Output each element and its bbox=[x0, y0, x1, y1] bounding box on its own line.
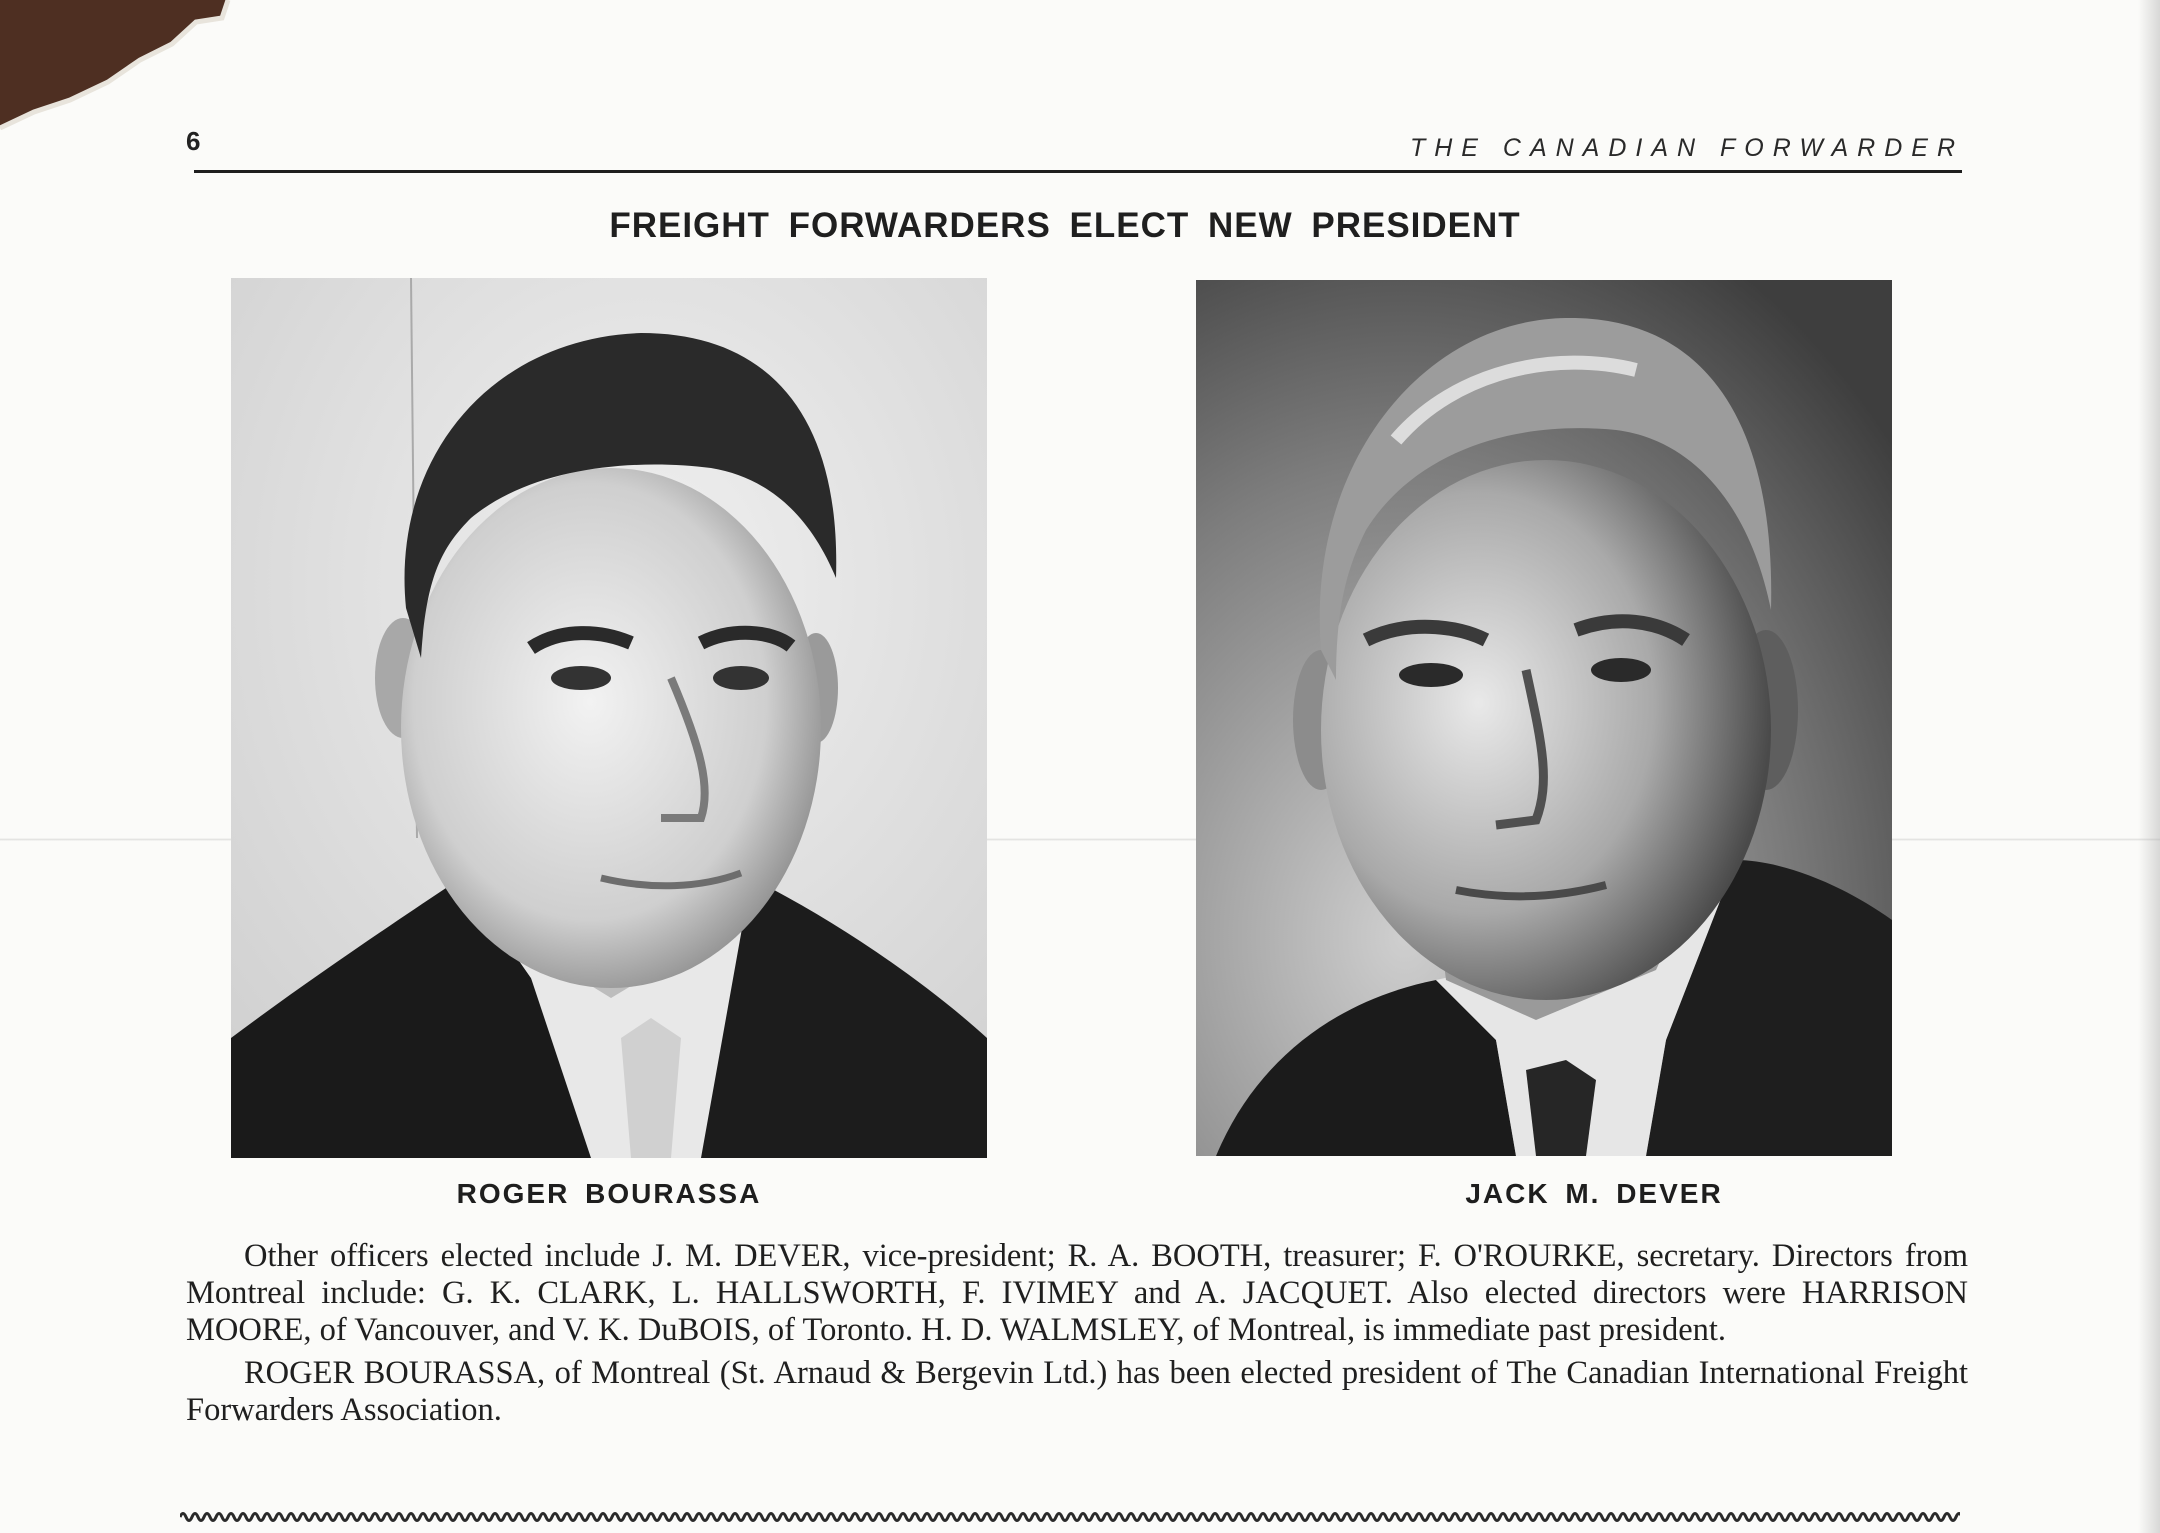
page-edge-shadow bbox=[2138, 0, 2160, 1533]
header-rule bbox=[194, 170, 1962, 173]
torn-corner bbox=[0, 0, 240, 130]
article-paragraph: ROGER BOURASSA, of Montreal (St. Arnaud & Bergevin Ltd.) has been elected president of The Canadian International Freight Forwarders Association. bbox=[186, 1355, 1968, 1428]
article-body bbox=[186, 1238, 1968, 1435]
running-head: THE CANADIAN FORWARDER bbox=[1409, 134, 1964, 162]
page-number: 6 bbox=[186, 126, 201, 156]
photo-caption-right: JACK M. DEVER bbox=[1465, 1178, 1723, 1209]
portrait-photo-jack-m-dever bbox=[1196, 280, 1892, 1156]
photo-caption-left: ROGER BOURASSA bbox=[456, 1178, 762, 1209]
wavy-border-rule bbox=[180, 1508, 1960, 1526]
article-paragraph: Other officers elected include J. M. DEVER, vice-president; R. A. BOOTH, treasurer; F. O'ROURKE, secretary. Directors from Montreal include: G. K. CLARK, L. HALLSWORTH, F. IVIMEY and A. JACQUET. Also elected directors were HARRISON MOORE, of Vancouver, and V. K. DuBOIS, of Toronto. H. D. WALMSLEY, of Montreal, is immediate past president. bbox=[186, 1238, 1968, 1348]
portrait-photo-roger-bourassa bbox=[231, 278, 987, 1158]
article-title: FREIGHT FORWARDERS ELECT NEW PRESIDENT bbox=[609, 206, 1521, 245]
